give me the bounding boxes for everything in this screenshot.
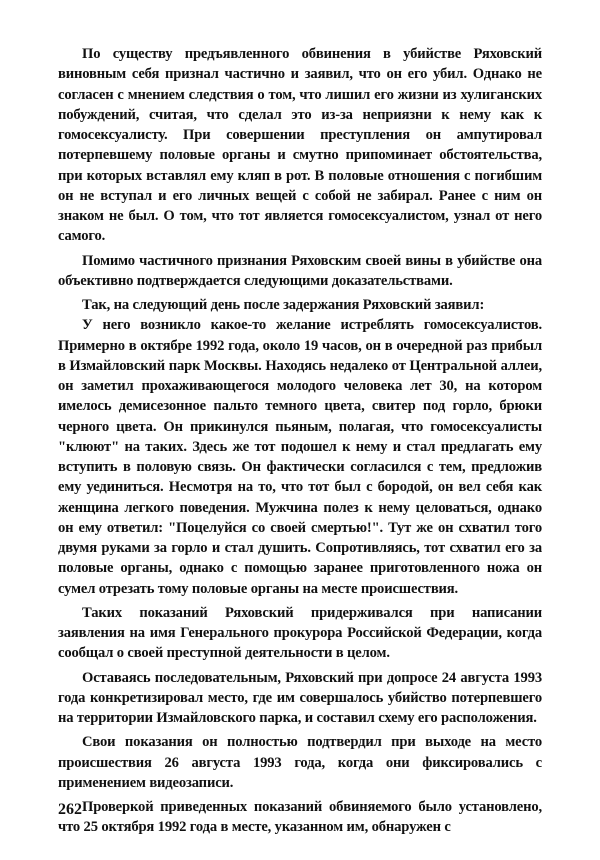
- paragraph-6: Оставаясь последовательным, Ряховский при допросе 24 августа 1993 года конкретизировал место, где им совершалось убийство потерпевшего на территории Измайловского парка, и составил схему его расположения.: [58, 669, 542, 726]
- paragraph-8: Проверкой приведенных показаний обвиняемого было установлено, что 25 октября 1992 года в месте, указанном им, обнаружен с: [58, 799, 542, 836]
- paragraph-4: У него возникло какое-то желание истреблять гомосексуалистов. Примерно в октябре 1992 года, около 19 часов, он в очередной раз прибыл в Измайловский парк Москвы. Находясь недалеко от Центральной аллеи, он заметил прохаживающегося молодого человека лет 30, на котором имелось демисезонное пальто темного цвета, свитер под горло, брюки черного цвета. Он прикинулся пьяным, полагая, что гомосексуалисты "клюют" на таких. Здесь же тот подошел к нему и стал предлагать ему вступить в половую связь. Он фактически согласился с тем, предложив ему уединиться. Несмотря на то, что тот был с бородой, он вел себя как женщина легкого поведения. Мужчина полез к нему целоваться, однако он ему ответил: "Поцелуйся со своей смертью!". Тут же он схватил того двумя руками за горло и стал душить. Сопротивляясь, тот схватил его за половые органы, однако с помощью заранее приготовленного ножа он сумел отрезать тому половые органы на месте происшествия.: [58, 317, 542, 597]
- paragraph-2: Помимо частичного признания Ряховским своей вины в убийстве она объективно подтверждается следующими доказательствами.: [58, 252, 542, 289]
- page-number: 262: [58, 801, 82, 818]
- paragraph-3: Так, на следующий день после задержания Ряховский заявил:: [82, 297, 485, 313]
- paragraph-5: Таких показаний Ряховский придерживался при написании заявления на имя Генерального прокурора Российской Федерации, когда сообщал о своей преступной деятельности в целом.: [58, 604, 542, 662]
- paragraph-7: Свои показания он полностью подтвердил при выходе на место происшествия 26 августа 1993 года, когда они фиксировались с применением видеозаписи.: [58, 734, 542, 791]
- body-text: [58, 44, 542, 842]
- paragraph-1: По существу предъявленного обвинения в убийстве Ряховский виновным себя признал частично и заявил, что он его убил. Однако не согласен с мнением следствия о том, что лишил его жизни из хулиганских побуждений, считая, что сделал это из-за неприязни к нему как к гомосексуалисту. При совершении преступления он ампутировал потерпевшему половые органы и смутно припоминает обстоятельства, при которых вставлял ему кляп в рот. В половые отношения с погибшим он не вступал и его личных вещей с собой не забирал. Ранее с ним он знаком не был. О том, что тот является гомосексуалистом, узнал от него самого.: [58, 46, 542, 245]
